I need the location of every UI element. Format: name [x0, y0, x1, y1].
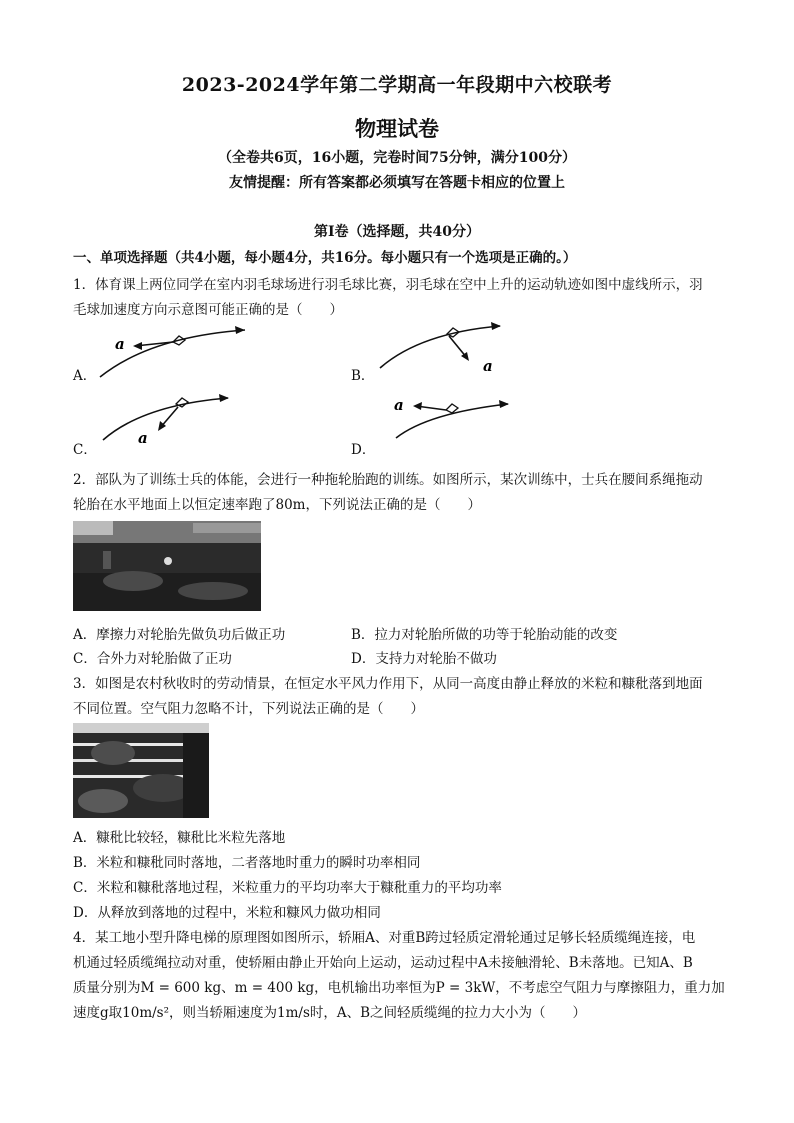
q1-option-c-label: C． — [73, 442, 97, 458]
exam-title: 2023-2024学年第二学期高一年段期中六校联考 — [181, 74, 613, 96]
q1-option-d-label: D． — [351, 442, 376, 458]
q1-option-a-label: A． — [73, 368, 97, 384]
q3-option-d: D．从释放到落地的过程中，米粒和糠风力做功相同 — [73, 905, 381, 921]
q1-d-vector-label: a — [394, 396, 404, 414]
q3-option-b: B．米粒和糠秕同时落地，二者落地时重力的瞬时功率相同 — [73, 855, 421, 871]
q1-figure-c — [98, 390, 238, 450]
q1-text-line1: 1．体育课上两位同学在室内羽毛球场进行羽毛球比赛，羽毛球在空中上升的运动轨迹如图中虚线所示，羽 — [73, 277, 703, 293]
q3-harvest-photo — [73, 723, 209, 818]
q3-text-line1: 3．如图是农村秋收时的劳动情景，在恒定水平风力作用下，从同一高度由静止释放的米粒和糠秕落到地面 — [73, 676, 703, 692]
q2-training-photo — [73, 521, 261, 611]
q1-c-vector-label: a — [138, 429, 148, 447]
q4-text-line1: 4．某工地小型升降电梯的原理图如图所示，轿厢A、对重B跨过轻质定滑轮通过足够长轻质缆绳连接，电 — [73, 930, 696, 946]
q3-option-a: A．糠秕比较轻，糠秕比米粒先落地 — [73, 830, 286, 846]
q3-text-line2: 不同位置。空气阻力忽略不计，下列说法正确的是（ ） — [73, 701, 424, 717]
q4-text-line3: 质量分别为M = 600 kg、m = 400 kg，电机输出功率恒为P = 3kW，不考虑空气阻力与摩擦阻力，重力加 — [73, 980, 725, 996]
q1-a-vector-label: a — [115, 335, 125, 353]
q1-figure-b — [375, 318, 515, 378]
q3-option-c: C．米粒和糠秕落地过程，米粒重力的平均功率大于糠秕重力的平均功率 — [73, 880, 502, 896]
q1-figure-a — [95, 322, 255, 382]
q1-b-vector-label: a — [483, 357, 493, 375]
part-heading: 第Ⅰ卷（选择题，共40分） — [313, 224, 481, 240]
q4-text-line4: 速度g取10m/s²，则当轿厢速度为1m/s时，A、B之间轻质缆绳的拉力大小为（ ） — [73, 1005, 587, 1021]
q4-text-line2: 机通过轻质缆绳拉动对重，使轿厢由静止开始向上运动，运动过程中A未接触滑轮、B未落地。已知A、B — [73, 955, 693, 971]
q2-option-d: D．支持力对轮胎不做功 — [351, 651, 497, 667]
exam-info: （全卷共6页，16小题，完卷时间75分钟，满分100分） — [218, 150, 576, 166]
q1-option-b-label: B． — [351, 368, 375, 384]
exam-subject: 物理试卷 — [355, 116, 439, 141]
q2-text-line1: 2．部队为了训练士兵的体能，会进行一种拖轮胎跑的训练。如图所示，某次训练中，士兵在腰间系绳拖动 — [73, 472, 703, 488]
q2-option-c: C．合外力对轮胎做了正功 — [73, 651, 232, 667]
q1-text-line2: 毛球加速度方向示意图可能正确的是（ ） — [73, 302, 343, 318]
q1-figure-d — [388, 388, 518, 443]
q2-option-b: B．拉力对轮胎所做的功等于轮胎动能的改变 — [351, 627, 618, 643]
q2-option-a: A．摩擦力对轮胎先做负功后做正功 — [73, 627, 286, 643]
section-heading: 一、单项选择题（共4小题，每小题4分，共16分。每小题只有一个选项是正确的。） — [73, 250, 577, 266]
q2-text-line2: 轮胎在水平地面上以恒定速率跑了80m，下列说法正确的是（ ） — [73, 497, 481, 513]
exam-reminder: 友情提醒：所有答案都必须填写在答题卡相应的位置上 — [229, 175, 565, 191]
